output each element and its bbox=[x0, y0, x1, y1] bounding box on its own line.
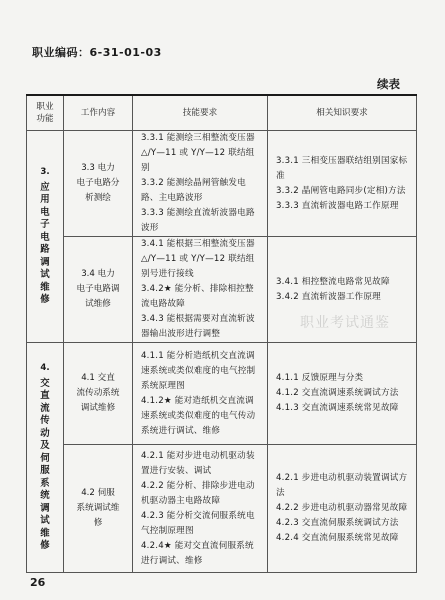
knowledge-cell bbox=[268, 131, 417, 237]
knowledge-item: 4.2.2 步进电动机驱动器常见故障 bbox=[276, 503, 408, 513]
content-cell bbox=[64, 445, 133, 573]
skill-cell bbox=[133, 237, 268, 343]
content-line: 流传动系统 bbox=[76, 388, 120, 398]
function-cell bbox=[27, 343, 64, 573]
skill-item: 3.4.2★ 能分析、排除相控整流电路故障 bbox=[141, 284, 254, 309]
knowledge-item: 3.4.1 相控整流电路常见故障 bbox=[276, 276, 390, 287]
knowledge-item: 3.4.2 直流斩波器工作原理 bbox=[276, 291, 381, 302]
page-number: 26 bbox=[30, 576, 46, 589]
occupation-code: 职业编码：6-31-01-03 bbox=[32, 46, 162, 59]
knowledge-item: 4.1.1 反馈原理与分类 bbox=[276, 373, 364, 383]
content-cell bbox=[64, 343, 133, 445]
skill-item: 3.4.1 能根据三相整流变压器 △/Y—11 或 Y/Y—12 联结组别号进行接线 bbox=[141, 239, 255, 279]
table-row bbox=[27, 445, 417, 573]
content-cell bbox=[64, 131, 133, 237]
knowledge-cell bbox=[268, 343, 417, 445]
skill-item: 3.3.3 能测绘直流斩波器电路波形 bbox=[141, 208, 255, 233]
header-skill: 技能要求 bbox=[133, 95, 268, 131]
knowledge-item: 4.1.2 交直流调速系统调试方法 bbox=[276, 388, 399, 398]
content-line: 系统调试维 bbox=[76, 503, 120, 513]
content-line: 修 bbox=[93, 518, 103, 528]
skill-item: 4.2.3 能分析交流伺服系统电气控制原理图 bbox=[141, 510, 255, 536]
skill-item: 4.1.1 能分析造纸机交直流调速系统或类似难度的电气控制系统原理图 bbox=[141, 350, 256, 391]
watermark: 职业考试通鉴 bbox=[300, 315, 390, 331]
function-number: 4. bbox=[40, 362, 50, 373]
table-row bbox=[27, 343, 417, 445]
skill-item: 4.1.2★ 能对造纸机交直流调速系统或类似难度的电气传动系统进行调试、维修 bbox=[141, 395, 256, 436]
skill-item: 3.3.2 能测绘晶闸管触发电路、主电路波形 bbox=[141, 178, 246, 203]
function-number: 3. bbox=[40, 166, 50, 177]
content-line: 试维修 bbox=[85, 299, 111, 309]
content-line: 析测绘 bbox=[85, 193, 111, 203]
skill-item: 4.2.4★ 能对交直流伺服系统进行调试、维修 bbox=[141, 540, 254, 566]
skill-item: 3.4.3 能根据需要对直流斩波器输出波形进行调整 bbox=[141, 314, 255, 339]
skill-cell bbox=[133, 131, 268, 237]
content-line: 电子电路分 bbox=[76, 178, 120, 188]
content-line: 电子电路调 bbox=[76, 284, 120, 294]
header-knowledge: 相关知识要求 bbox=[268, 95, 417, 131]
knowledge-item: 4.2.4 交直流伺服系统常见故障 bbox=[276, 533, 399, 543]
knowledge-item: 3.3.1 三相变压器联结组别国家标准 bbox=[276, 155, 408, 181]
function-title: 交直流传动及伺服系统调试维修 bbox=[40, 377, 50, 552]
skills-table bbox=[26, 94, 417, 573]
content-line: 3.4 电力 bbox=[81, 269, 115, 279]
content-line: 4.2 伺服 bbox=[81, 488, 115, 498]
header-function-line-1: 职业 bbox=[36, 102, 54, 112]
continued-label: 续表 bbox=[377, 77, 400, 91]
skill-cell bbox=[133, 343, 268, 445]
skill-cell bbox=[133, 445, 268, 573]
knowledge-item: 4.2.1 步进电动机驱动装置调试方法 bbox=[276, 473, 408, 498]
knowledge-cell bbox=[268, 445, 417, 573]
knowledge-item: 4.2.3 交直流伺服系统调试方法 bbox=[276, 518, 399, 528]
table-header-row bbox=[27, 95, 417, 131]
content-line: 4.1 交直 bbox=[81, 373, 115, 383]
content-line: 调试维修 bbox=[80, 403, 116, 413]
skill-item: 4.2.2 能分析、排除步进电动机驱动器主电路故障 bbox=[141, 480, 255, 506]
function-cell bbox=[27, 131, 64, 343]
knowledge-item: 3.3.3 直流斩波器电路工作原理 bbox=[276, 200, 399, 211]
content-cell bbox=[64, 237, 133, 343]
header-content: 工作内容 bbox=[64, 95, 133, 131]
table-row bbox=[27, 131, 417, 237]
skill-item: 4.2.1 能对步进电动机驱动装置进行安装、调试 bbox=[141, 450, 255, 476]
header-function-line-2: 功能 bbox=[36, 114, 54, 124]
knowledge-item: 4.1.3 交直流调速系统常见故障 bbox=[276, 403, 399, 413]
function-title: 应用电子电路调试维修 bbox=[40, 181, 50, 306]
knowledge-item: 3.3.2 晶闸管电路同步(定相)方法 bbox=[276, 185, 406, 196]
header-function bbox=[27, 95, 64, 131]
skill-item: 3.3.1 能测绘三相整流变压器 △/Y—11 或 Y/Y—12 联结组别 bbox=[141, 133, 255, 173]
content-line: 3.3 电力 bbox=[81, 163, 115, 173]
